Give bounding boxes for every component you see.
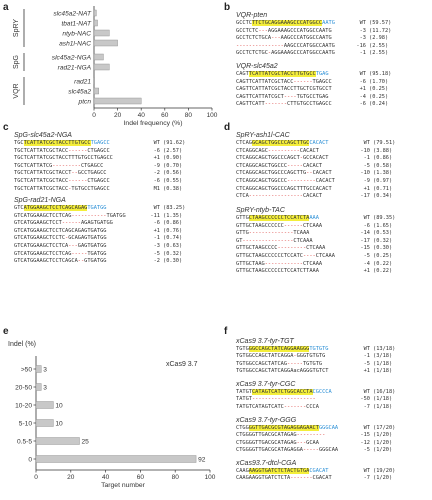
mutant-sequence-row: TGCTCATTATCG---------CTGAGCC -9 (0.70) <box>14 162 183 169</box>
mutant-sequence-row: CTCAGGCAGCTGGCCC---------CACACT -9 (0.97) <box>236 178 393 184</box>
bar <box>36 420 53 427</box>
data-label: 25 <box>81 438 89 446</box>
bar <box>94 20 98 26</box>
category-label: slc45a2 <box>68 88 91 96</box>
annotation: xCas9 3.7 <box>166 361 198 368</box>
x-tick-label: 20 <box>113 112 122 119</box>
sequence-block-title: VQR-slc45a2 <box>236 63 278 70</box>
x-tick-label: 40 <box>137 112 145 119</box>
wildtype-sequence-row: TGCTCATTATCGCTACCTTGTGCCTGAGCC WT (91.62) <box>14 140 186 146</box>
x-tick-label: 0 <box>34 474 38 481</box>
panel-letter-d: d <box>224 122 231 133</box>
mutant-sequence-row: CTGGGGTTGACGCATAGAGGA-----GGGCAA -5 (1/20) <box>236 447 393 454</box>
mutant-sequence-row: GTTGCTAAG------------CTCAAA -4 (0.22) <box>236 260 393 267</box>
category-label: >50 <box>20 366 32 374</box>
x-tick-label: 40 <box>101 474 110 481</box>
data-label: 10 <box>55 402 63 410</box>
category-label: ash1l-NAC <box>59 40 91 48</box>
mutant-sequence-row: TATGTCATAGTCATC-------CCCA -7 (1/18) <box>236 403 393 410</box>
group-label: SpG <box>13 54 20 70</box>
bar <box>36 438 80 445</box>
sequence-block-title: SpG-slc45a2-NGA <box>14 132 72 139</box>
mutant-sequence-row: GT----------------CTCAAA -17 (0.32) <box>236 237 393 244</box>
x-tick-label: 20 <box>67 474 75 481</box>
mutant-sequence-row: TGTGGCCAGCTATCAGGAacAGGGTGTCT +1 (1/18) <box>236 368 393 375</box>
mutant-sequence-row: GTCATGGAAGCTCCT------AGAGTGATGG -6 (0.86) <box>14 220 183 227</box>
wildtype-sequence-row: GCCTCTTCTGCAGGAAAGCCCATGGCCAATG WT (59.57) <box>236 20 392 26</box>
mutant-sequence-row: CTGGGGTTGACGCATAGAG---GCAA -12 (1/20) <box>236 439 393 446</box>
data-label: 92 <box>198 456 206 464</box>
panel-letter-e: e <box>3 326 9 337</box>
mutant-sequence-row: GTTGCTAAGCCCCCC------CTCAAA -6 (1.65) <box>236 222 393 229</box>
x-axis-title: Indel frequency (%) <box>123 120 183 127</box>
mutant-sequence-row: CAGTTCATTATCGCT----TGTGCCTGAG -4 (0.25) <box>236 93 389 100</box>
mutant-sequence-row: CAGTTCATT-------CTTGTGCCTGAGCC -6 (0.24) <box>236 101 389 108</box>
bar <box>36 456 196 463</box>
group-label: SpRY <box>13 18 20 38</box>
sequence-block-title: xCas9 3.7-tyr-CGC <box>236 381 296 388</box>
mutant-sequence-row: GTTGCTAAGCCCC---------CTCAAA -15 (0.30) <box>236 245 393 252</box>
mutant-sequence-row: TGCTCATTATCGCTACCT--GCCTGAGCC -2 (0.56) <box>14 170 183 177</box>
category-label: rad21 <box>74 78 91 86</box>
category-label: slc45a2-NGA <box>51 54 91 62</box>
mutant-sequence-row: GTCATGGAAGCTCCTCAG-----TGATGG -5 (0.32) <box>14 250 183 257</box>
mutant-sequence-row: TGTGGCCAGCTATCAGGA-GGGTGTGTG -1 (3/18) <box>236 353 393 360</box>
sequence-block-title: xCas9 3.7-tyr-GGG <box>236 417 297 424</box>
bar <box>36 384 41 391</box>
mutant-sequence-row: TGCTCATTATCGCTACC-TGTGCCTGAGCC M1 (0.38) <box>14 185 183 192</box>
data-label: 10 <box>55 420 63 428</box>
mutant-sequence-row: GTCATGGAAGCTCCTCAGCA--GTGATGG -2 (0.30) <box>14 258 183 265</box>
category-label: 20-50 <box>15 384 32 392</box>
mutant-sequence-row: CTCAGGCAGCTGGCCCAGCTTG--CACACT -10 (1.38) <box>236 170 393 177</box>
group-label: VQR <box>13 83 20 99</box>
mutant-sequence-row: GTCATGGAAGCTCCTC-GCAGAGTGATGG -1 (0.74) <box>14 235 183 242</box>
target-number-chart <box>2 326 217 498</box>
mutant-sequence-row: CTCAGGCAGCTGGCCC-----CACACT -5 (0.58) <box>236 162 393 169</box>
data-label: 3 <box>43 384 47 392</box>
mutant-sequence-row: CTCA-----------------CACACT -17 (0.34) <box>236 193 393 200</box>
mutant-sequence-row: TGCTCATTATCGCTACC------CTGAGCC -6 (2.57) <box>14 147 183 154</box>
bar <box>94 88 99 94</box>
category-label: tbat1-NAT <box>61 20 91 28</box>
indel-frequency-chart <box>2 2 218 127</box>
bar <box>94 40 118 46</box>
mutant-sequence-row: GTTG--------------TCAAA -14 (0.53) <box>236 230 393 237</box>
mutant-sequence-row: CTGGGGTTGACGCATAGAG--------- -15 (1/20) <box>236 432 393 439</box>
mutant-sequence-row: CTCAGGCAGC----------CACACT -10 (3.88) <box>236 147 393 154</box>
wildtype-sequence-row: GTTGCTAAGCCCCCCTCCATCTAAAA WT (89.35) <box>236 215 396 221</box>
x-tick-label: 0 <box>92 112 96 119</box>
mutant-sequence-row: TGCTCATTATCGCTACC------CTGAGCC -6 (0.55) <box>14 178 183 184</box>
x-tick-label: 60 <box>161 112 169 119</box>
wildtype-sequence-row: CTGGGGTTGACGCGTAGAGGAGAACTGGGCAA WT (17/20) <box>236 425 396 431</box>
mutant-sequence-row: GTTGCTAAGCCCCCCTCCATCTTAAA +1 (0.22) <box>236 268 393 275</box>
mutant-sequence-row: TGTGGCCAGCTATCAG-----TGTGTG -5 (1/18) <box>236 360 393 367</box>
x-tick-label: 80 <box>184 112 193 119</box>
bar <box>36 366 41 373</box>
mutant-sequence-row: CTCAGGCAGCTGGCCCAGCT-GCCACACT -1 (0.86) <box>236 155 393 162</box>
wildtype-sequence-row: CAGTTCATTATCGCTACCTTGTGCCTGAG WT (95.18) <box>236 71 392 77</box>
x-tick-label: 100 <box>204 474 216 481</box>
bar <box>94 30 109 36</box>
mutant-sequence-row: CAGTTCATTATCGCTACCTTGCTCGTGCCT +1 (0.25) <box>236 86 389 93</box>
x-tick-label: 100 <box>206 112 218 119</box>
mutant-sequence-row: GTTGCTAAGCCCCCCTCCATC----CTCAAA -5 (0.25) <box>236 253 393 259</box>
bar <box>36 402 53 409</box>
category-label: ptcn <box>78 98 91 106</box>
sequence-block-title: SpG-rad21-NGA <box>14 197 66 204</box>
sequence-block-title: SpRY-ash1l-CAC <box>236 132 290 139</box>
mutant-sequence-row: CAGTTCATTATCGCTACC------TGAGCC -6 (1.70) <box>236 78 389 85</box>
wildtype-sequence-row: GTCATGGAAGCTCCTCAGCAGAGTGATGG WT (83.25) <box>14 205 186 211</box>
mutant-sequence-row: GCCTCTCTGCA---AAGCCCATGGCCAATG -3 (2.98) <box>236 35 389 42</box>
mutant-sequence-row: TATGT-------------------- -50 (1/18) <box>236 396 393 403</box>
panel-letter-c: c <box>3 122 9 133</box>
mutant-sequence-row: GTCATGGAAGCTCCTCA---GAGTGATGG -3 (0.63) <box>14 243 183 249</box>
wildtype-sequence-row: TGTGGGCCAGCTATCAGGAAGGGTGTGTG WT (13/18) <box>236 346 396 352</box>
mutant-sequence-row: CTCAGGCAGCTGGCCCAGCTTTGCCACACT +1 (0.71) <box>236 185 393 192</box>
mutant-sequence-row: ---------------AAGCCCATGGCCAATG -16 (2.55) <box>236 42 389 49</box>
legend-title: Indel (%) <box>8 341 37 348</box>
mutant-sequence-row: GTCATGGAAGCTCCTCAG-----------TGATGG -11 (1.35) <box>14 212 183 219</box>
data-label: 3 <box>43 366 47 374</box>
category-label: 0.5-5 <box>16 438 32 446</box>
sequence-block-title: VQR-pten <box>236 12 268 19</box>
x-tick-label: 80 <box>171 474 179 481</box>
category-label: 0 <box>28 456 32 464</box>
category-label: slc45a2-NAT <box>53 10 91 18</box>
bar <box>94 10 96 16</box>
sequence-block-title: xCas9 3.7-tyr-TGT <box>236 338 294 345</box>
category-label: rad21-NGA <box>57 64 91 72</box>
x-axis-title: Target number <box>101 482 145 489</box>
bar <box>94 78 95 84</box>
panel-letter-b: b <box>224 2 231 13</box>
panel-letter-f: f <box>224 326 228 337</box>
mutant-sequence-row: TGCTCATTATCGCTACCTTTGTGCCTGAGCC +1 (0.90) <box>14 155 183 162</box>
category-label: 5-10 <box>18 420 32 428</box>
mutant-sequence-row: CAAGAAGGTGATCTCTA-------CGACAT -7 (1/20) <box>236 475 393 482</box>
mutant-sequence-row: GTCATGGAAGCTCCTCAGCAGAGTGATGG +1 (0.76) <box>14 227 183 234</box>
wildtype-sequence-row: TATGTCATAGTCATCTGGCACCTACGCCCA WT (16/18) <box>236 389 396 395</box>
bar <box>94 64 109 70</box>
wildtype-sequence-row: CAAGAAGGTGATCTCTACTGTGACGACAT WT (19/20) <box>236 468 396 474</box>
wildtype-sequence-row: CTCAGGCAGCTGGCCCAGCTTGCCACACT WT (79.51) <box>236 140 396 146</box>
mutant-sequence-row: GCCTCTC---AGGAAAGCCCATGGCCAATG -3 (11.72) <box>236 27 392 34</box>
sequence-block-title: xCas93.7-dtcl-CGA <box>236 460 297 467</box>
sequence-block-title: SpRY-ntyb-TAC <box>236 207 285 214</box>
bar <box>94 98 141 104</box>
bar <box>94 54 103 60</box>
category-label: 10-20 <box>15 402 32 410</box>
x-tick-label: 60 <box>136 474 145 481</box>
panel-letter-a: a <box>3 2 9 13</box>
category-label: ntyb-NAC <box>62 30 91 38</box>
mutant-sequence-row: GCCTCTCTGC-AGGAAAGCCCATGGCCAATG -1 (2.55) <box>236 50 389 57</box>
